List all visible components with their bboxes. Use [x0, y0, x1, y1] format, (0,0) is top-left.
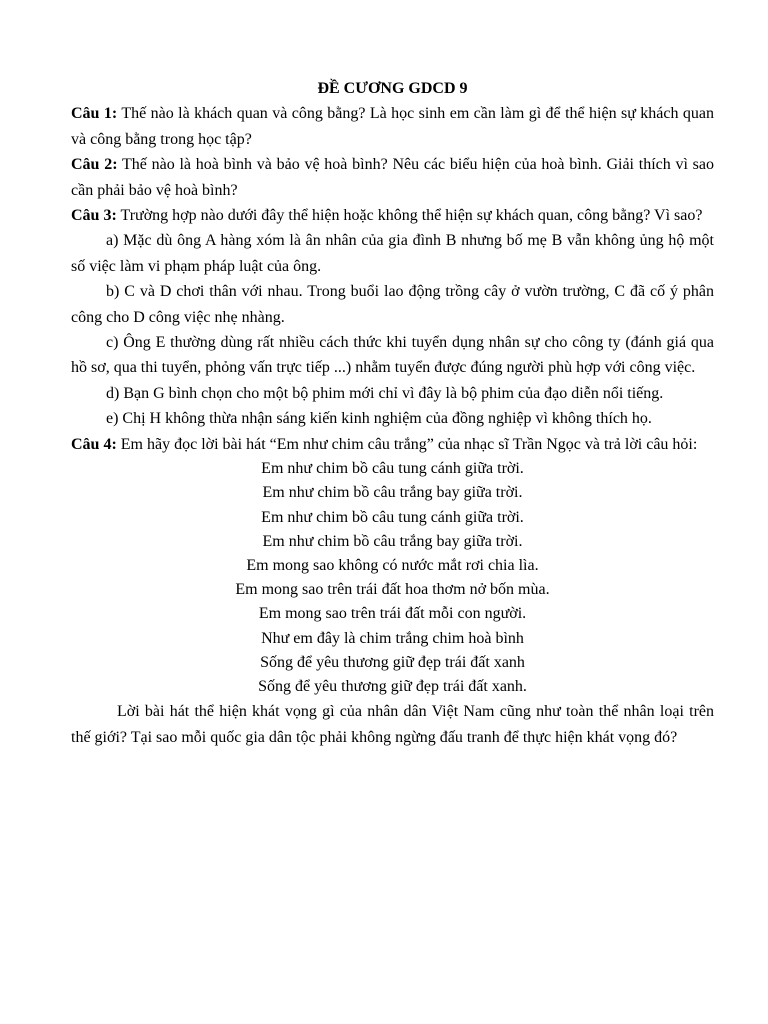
lyric-line: Em như chim bồ câu tung cánh giữa trời.: [261, 460, 524, 478]
lyric-line: Sống để yêu thương giữ đẹp trái đất xanh.: [258, 677, 527, 695]
question-3-option-e: e) Chị H không thừa nhận sáng kiến kinh nghiệm của đồng nghiệp vì không thích họ.: [106, 410, 652, 428]
lyric-line: Em mong sao trên trái đất mỗi con người.: [258, 605, 527, 623]
question-3-option-c: c) Ông E thường dùng rất nhiều cách thức khi tuyển dụng nhân sự cho công ty (đánh giá qua hồ sơ, qua thi tuyển, phỏng vấn trực tiếp ...) nhằm tuyển được đúng người phù hợp với công việc.: [71, 334, 714, 377]
question-3-label: Câu 3:: [71, 207, 117, 225]
question-4-label: Câu 4:: [71, 435, 117, 453]
question-1-text: Thế nào là khách quan và công bằng? Là học sinh em cần làm gì để thể hiện sự khách quan và công bằng trong học tập?: [71, 105, 715, 148]
lyric-line: Em mong sao không có nước mắt rơi chia lìa.: [246, 556, 539, 574]
document-page: [71, 76, 714, 750]
question-3-text: Trường hợp nào dưới đây thể hiện hoặc không thể hiện sự khách quan, công bằng? Vì sao?: [116, 207, 703, 225]
question-3-option-b: b) C và D chơi thân với nhau. Trong buổi lao động trồng cây ở vườn trường, C đã cố ý phân công cho D công việc nhẹ nhàng.: [71, 283, 714, 326]
question-2-text: Thế nào là hoà bình và bảo vệ hoà bình? Nêu các biểu hiện của hoà bình. Giải thích vì sao cần phải bảo vệ hoà bình?: [71, 156, 714, 199]
song-lyrics: [71, 457, 714, 699]
question-1: [71, 101, 714, 152]
question-3-option-d: d) Bạn G bình chọn cho một bộ phim mới chỉ vì đây là bộ phim của đạo diễn nổi tiếng.: [106, 384, 664, 402]
lyric-line: Em mong sao trên trái đất hoa thơm nở bốn mùa.: [235, 581, 550, 599]
lyric-line: Như em đây là chim trắng chim hoà bình: [261, 629, 524, 647]
lyric-line: Em như chim bồ câu trắng bay giữa trời.: [262, 484, 523, 502]
question-4: [71, 432, 714, 457]
question-3: [71, 203, 714, 228]
document-title: ĐỀ CƯƠNG GDCD 9: [317, 80, 468, 97]
lyric-line: Sống để yêu thương giữ đẹp trái đất xanh: [260, 653, 525, 671]
question-2-label: Câu 2:: [71, 156, 118, 174]
lyric-line: Em như chim bồ câu trắng bay giữa trời.: [262, 532, 523, 550]
question-4-text: Em hãy đọc lời bài hát “Em như chim câu trắng” của nhạc sĩ Trần Ngọc và trả lời câu hỏi:: [116, 435, 698, 453]
question-1-label: Câu 1:: [71, 105, 118, 123]
question-4-closing: Lời bài hát thể hiện khát vọng gì của nhân dân Việt Nam cũng như toàn thể nhân loại trên thế giới? Tại sao mỗi quốc gia dân tộc phải không ngừng đấu tranh để thực hiện khát vọng đó?: [71, 703, 714, 746]
lyric-line: Em như chim bồ câu tung cánh giữa trời.: [261, 508, 524, 526]
question-2: [71, 152, 714, 203]
question-3-option-a: a) Mặc dù ông A hàng xóm là ân nhân của gia đình B nhưng bố mẹ B vẫn không ủng hộ một số việc làm vi phạm pháp luật của ông.: [71, 232, 714, 275]
